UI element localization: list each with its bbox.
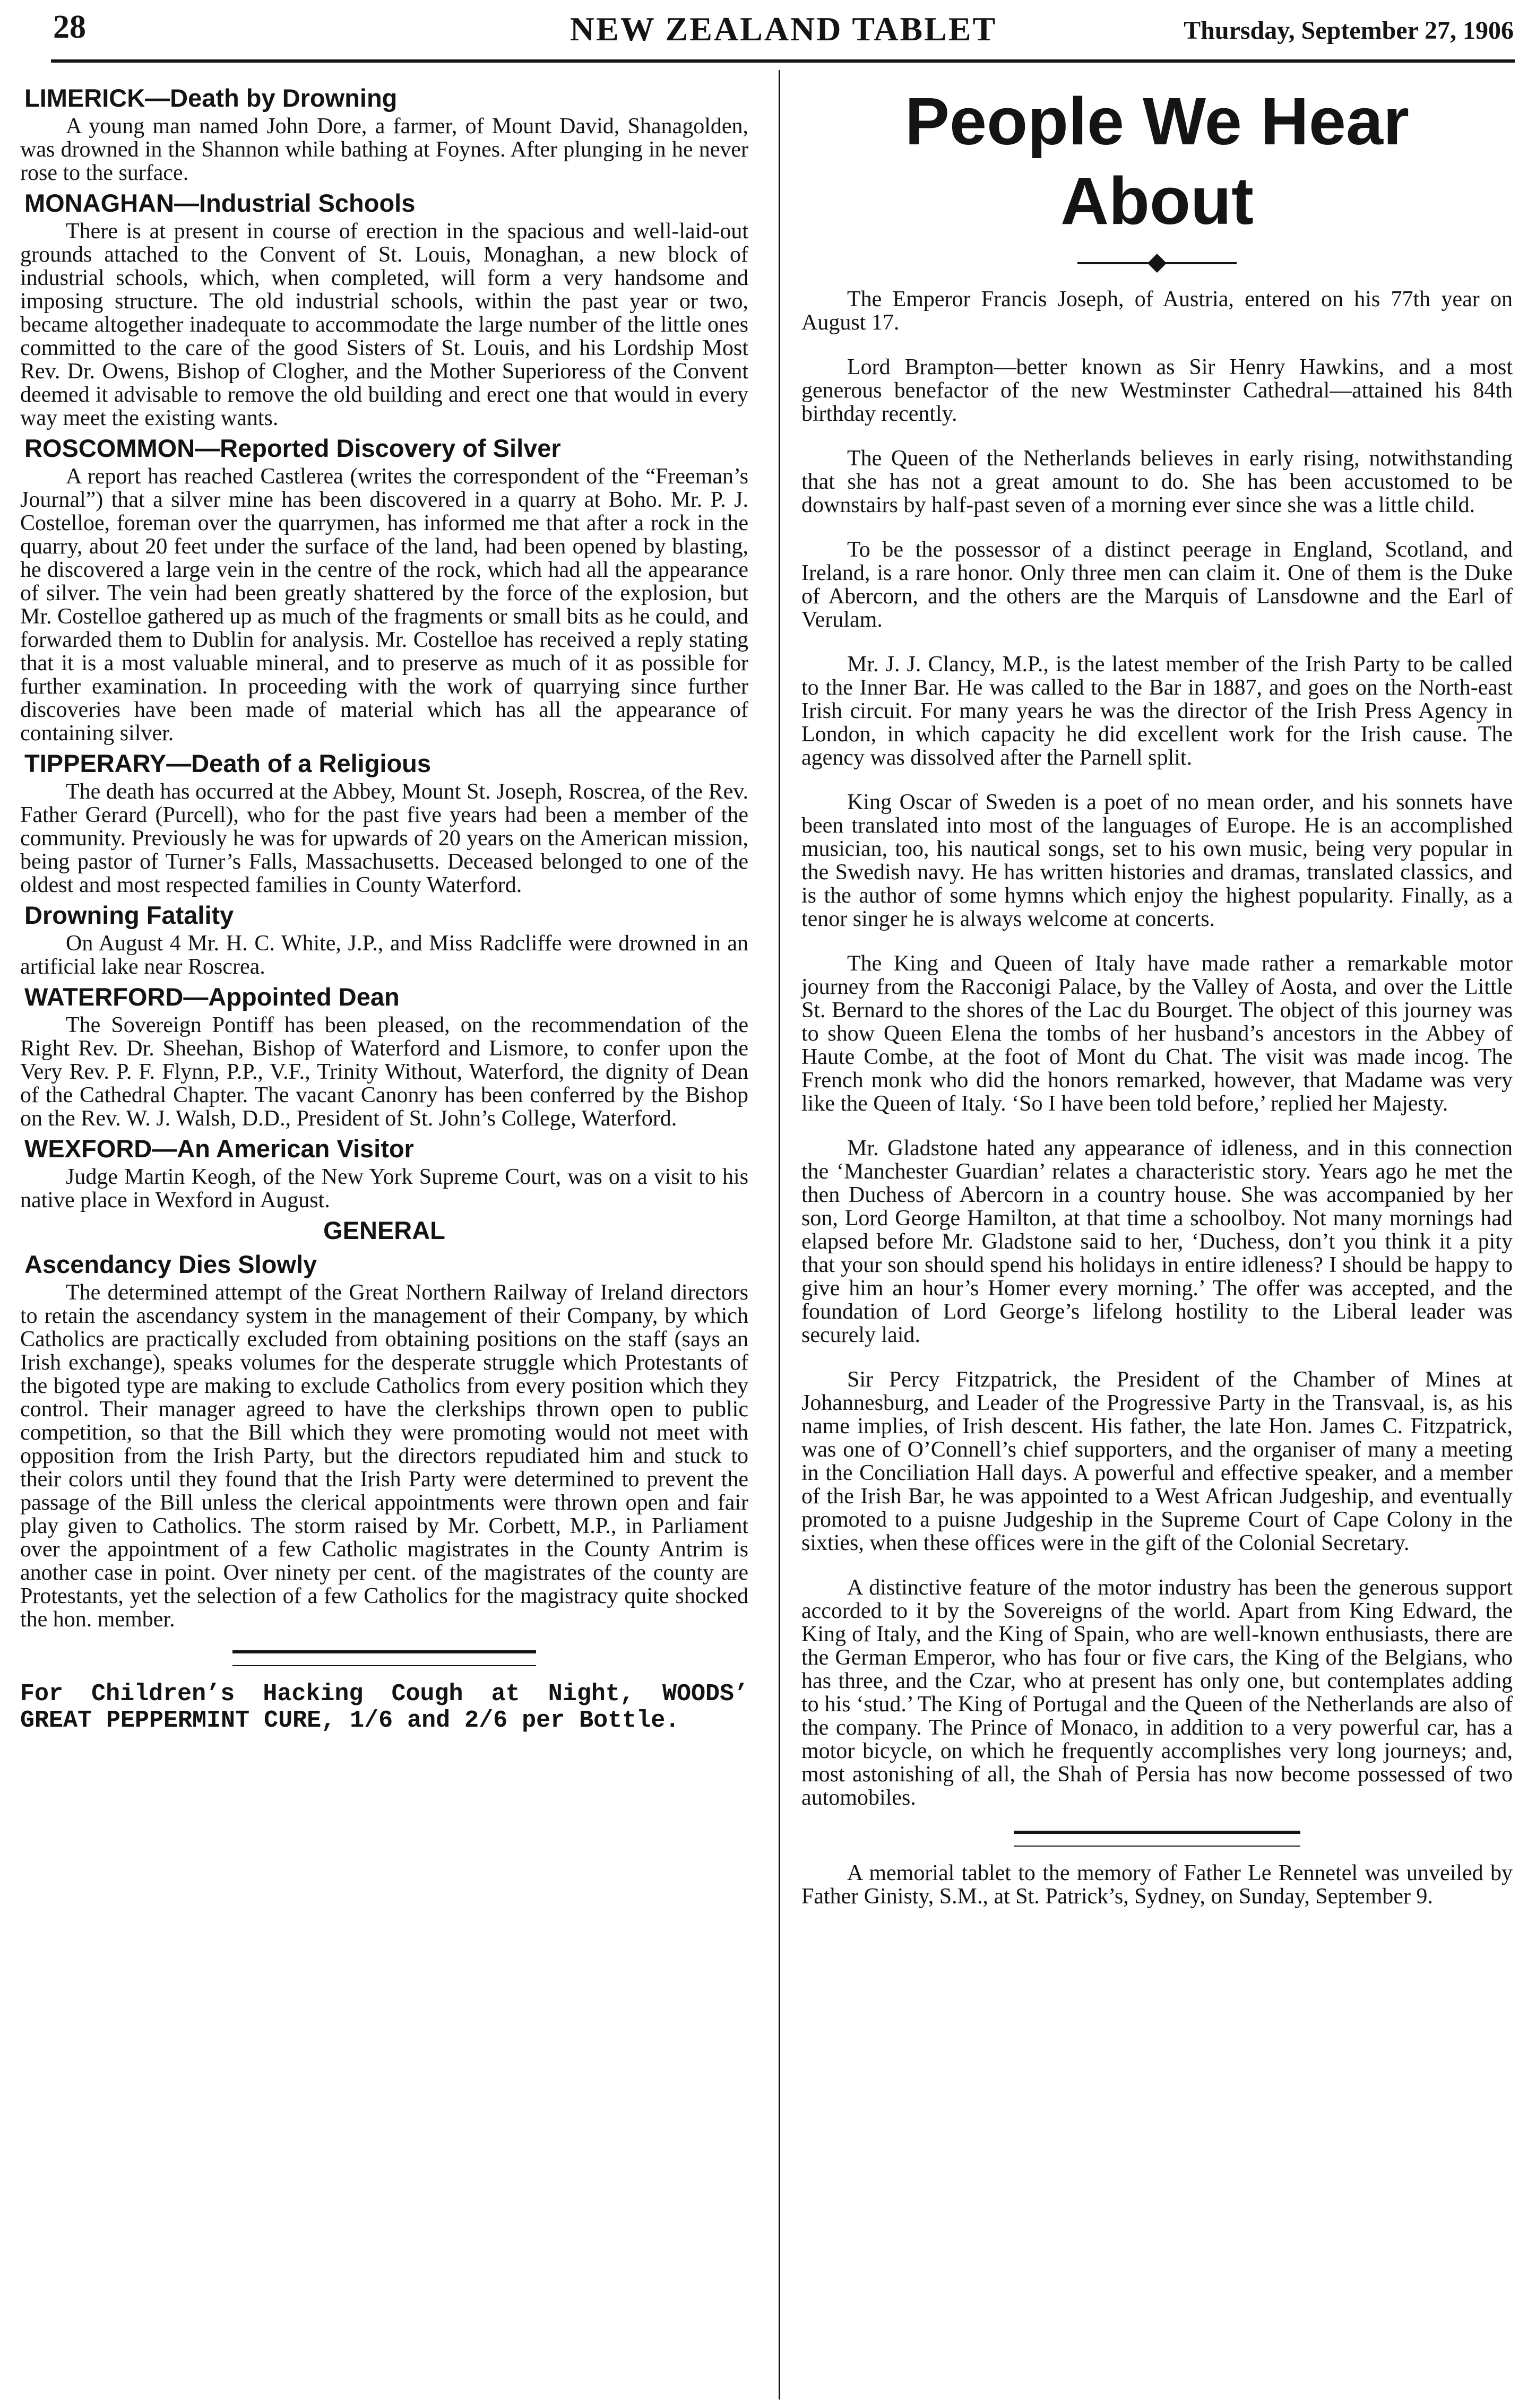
right-column bbox=[801, 80, 1513, 1910]
article-paragraph: The Emperor Francis Joseph, of Austria, entered on his 77th year on August 17. bbox=[801, 287, 1513, 335]
feature-title: People We Hear About bbox=[904, 84, 1410, 238]
article-paragraph: King Oscar of Sweden is a poet of no mean order, and his sonnets have been translated into most of the languages of Europe. He is an accomplished musician, too, his nautical songs, set to his own music, being very popular in the Swedish navy. He has written histories and dramas, translated classics, and is the author of some hymns which enjoy the highest popularity. Finally, as a tenor singer he is always welcome at concerts. bbox=[801, 790, 1513, 931]
article-paragraph: The King and Queen of Italy have made rather a remarkable motor journey from the Racconigi Palace, by the Valley of Aosta, and over the Little St. Bernard to the shores of the Lac du Bourget. The object of this journey was to show Queen Elena the tombs of her husband’s ancestors in the Abbey of Haute Combe, at the foot of Mont du Chat. The visit was made incog. The French monk who did the honors remarked, however, that Madame was very like the Queen of Italy. ‘So I have been told before,’ replied her Majesty. bbox=[801, 951, 1513, 1116]
section-heading: MONAGHAN—Industrial Schools bbox=[24, 189, 416, 217]
diamond-icon bbox=[1147, 254, 1167, 273]
news-section-ascendancy bbox=[20, 1249, 748, 1631]
column-divider bbox=[779, 70, 780, 2400]
article-paragraph: A young man named John Dore, a farmer, of Mount David, Shanagolden, was drowned in the Shannon while bathing at Foynes. After plunging in he never rose to the surface. bbox=[20, 114, 748, 185]
article-paragraph: To be the possessor of a distinct peerage in England, Scotland, and Ireland, is a rare honor. Only three men can claim it. One of them is the Duke of Abercorn, and the others are the Marquis of Lansdowne and the Earl of Verulam. bbox=[801, 538, 1513, 632]
news-section-drowning-fatality bbox=[20, 900, 748, 978]
news-section-general bbox=[20, 1215, 748, 1246]
news-section-tipperary bbox=[20, 748, 748, 897]
left-column bbox=[20, 80, 748, 1734]
article-paragraph: A memorial tablet to the memory of Father Le Rennetel was unveiled by Father Ginisty, S.M., at St. Patrick’s, Sydney, on Sunday, September 9. bbox=[801, 1861, 1513, 1909]
article-paragraph: The Queen of the Netherlands believes in early rising, notwithstanding that she has not a great amount to do. She has been accustomed to be downstairs by half-past seven of a morning ever since she was a little child. bbox=[801, 446, 1513, 517]
article-paragraph: The death has occurred at the Abbey, Mount St. Joseph, Roscrea, of the Rev. Father Gerard (Purcell), who for the past five years had been a member of the community. Previously he was for upwards of 20 years on the American mission, being pastor of Turner’s Falls, Massachusetts. Deceased belonged to one of the oldest and most respected families in County Waterford. bbox=[20, 779, 748, 897]
article-paragraph: A report has reached Castlerea (writes the correspondent of the “Freeman’s Journal”) that a silver mine has been discovered in a quarry at Boho. Mr. P. J. Costelloe, foreman over the quarrymen, has informed me that after a rock in the quarry, about 20 feet under the surface of the land, had been opened by blasting, he discovered a large vein in the centre of the rock, which had all the appearance of silver. The vein had been greatly shattered by the force of the explosion, but Mr. Costelloe gathered up as much of the fragments or small bits as he could, and forwarded them to Dublin for analysis. Mr. Costelloe has received a reply stating that it is a most valuable mineral, and to preserve as much of it as possible for further examination. In proceeding with the work of quarrying since further discoveries have been made of material which has all the appearance of containing silver. bbox=[20, 464, 748, 746]
article-paragraph: Sir Percy Fitzpatrick, the President of the Chamber of Mines at Johannesburg, and Leader of the Progressive Party in the Transvaal, is, as his name implies, of Irish descent. His father, the late Hon. James C. Fitzpatrick, was one of O’Connell’s chief supporters, and the organiser of many a meeting in the Conciliation Hall days. A powerful and effective speaker, and a member of the Irish Bar, he was appointed to a West African Judgeship, and eventually promoted to a puisne Judgeship in the Supreme Court of Cape Colony in the sixties, when these offices were in the gift of the Colonial Secretary. bbox=[801, 1367, 1513, 1555]
section-heading: TIPPERARY—Death of a Religious bbox=[24, 749, 432, 777]
section-heading: Drowning Fatality bbox=[24, 901, 234, 929]
section-heading: GENERAL bbox=[323, 1216, 445, 1244]
article-paragraph: Mr. Gladstone hated any appearance of idleness, and in this connection the ‘Manchester Guardian’ relates a characteristic story. Years ago he met the then Duchess of Abercorn in a country house. She was accompanied by her son, Lord George Hamilton, at that time a schoolboy. Not many mornings had elapsed before Mr. Gladstone said to her, ‘Duchess, don’t you think it a pity that your son should spend his holidays in entire idleness? I should be happy to give him an hour’s Homer every morning.’ The offer was accepted, and the foundation of Lord George’s lifelong hostility to the Liberal leader was securely laid. bbox=[801, 1136, 1513, 1347]
page-header bbox=[53, 4, 1514, 56]
article-paragraph: Lord Brampton—better known as Sir Henry Hawkins, and a most generous benefactor of the new Westminster Cathedral—attained his 84th birthday recently. bbox=[801, 355, 1513, 426]
advertisement: For Children’s Hacking Cough at Night, WOODS’ GREAT PEPPERMINT CURE, 1/6 and 2/6 per Bottle. bbox=[20, 1681, 748, 1734]
news-section-monaghan bbox=[20, 188, 748, 430]
news-section-limerick bbox=[20, 83, 748, 185]
article-paragraph: A distinctive feature of the motor industry has been the generous support accorded to it by the Sovereigns of the world. Apart from King Edward, the King of Italy, and the King of Spain, who are well-known enthusiasts, there are the German Emperor, who has four or five cars, the King of the Belgians, who has three, and the Czar, who at present has only one, but contemplates adding to his ‘stud.’ The King of Portugal and the Queen of the Netherlands are also of the company. The Prince of Monaco, in addition to a very powerful car, has a motor bicycle, on which he frequently accomplishes very long journeys; and, most astonishing of all, the Shah of Persia has now become possessed of two automobiles. bbox=[801, 1575, 1513, 1810]
article-paragraph: The Sovereign Pontiff has been pleased, on the recommendation of the Right Rev. Dr. Sheehan, Bishop of Waterford and Lismore, to confer upon the Very Rev. P. F. Flynn, P.P., V.F., Trinity Without, Waterford, the dignity of Dean of the Cathedral Chapter. The vacant Canonry has been conferred by the Bishop on the Rev. W. J. Walsh, D.D., President of St. John’s College, Waterford. bbox=[20, 1013, 748, 1131]
page-number: 28 bbox=[53, 9, 86, 45]
section-heading: LIMERICK—Death by Drowning bbox=[24, 84, 398, 112]
article-paragraph: Mr. J. J. Clancy, M.P., is the latest member of the Irish Party to be called to the Inner Bar. He was called to the Bar in 1887, and goes on the North-east Irish circuit. For many years he was the director of the Irish Press Agency in London, in which capacity he did excellent work for the Irish cause. The agency was dissolved after the Parnell split. bbox=[801, 652, 1513, 770]
header-rule bbox=[51, 59, 1515, 63]
section-heading: WATERFORD—Appointed Dean bbox=[24, 983, 400, 1011]
news-section-roscommon bbox=[20, 433, 748, 745]
news-section-waterford bbox=[20, 982, 748, 1130]
section-heading: Ascendancy Dies Slowly bbox=[24, 1250, 317, 1278]
news-section-wexford bbox=[20, 1133, 748, 1212]
title-ornament bbox=[801, 248, 1513, 280]
issue-date: Thursday, September 27, 1906 bbox=[1184, 16, 1514, 45]
article-paragraph: The determined attempt of the Great Northern Railway of Ireland directors to retain the ascendancy system in the management of their Company, by which Catholics are practically excluded from obtaining positions on the staff (says an Irish exchange), speaks volumes for the desperate struggle which Protestants of the bigoted type are making to exclude Catholics from every position which they control. Their manager agreed to have the clerkships thrown open to public competition, so that the Bill which they were promoting would not meet with opposition from the Irish Party, but the directors repudiated him and stuck to their colors until they found that the Irish Party were determined to prevent the passage of the Bill unless the clerical appointments were thrown open and fair play given to Catholics. The storm raised by Mr. Corbett, M.P., in Parliament over the appointment of a few Catholic magistrates in the County Antrim is another case in point. Over ninety per cent. of the magistrates of the county are Protestants, yet the selection of a few Catholics for the magistracy quite shocked the hon. member. bbox=[20, 1280, 748, 1632]
article-paragraph: Judge Martin Keogh, of the New York Supreme Court, was on a visit to his native place in Wexford in August. bbox=[20, 1165, 748, 1212]
section-heading: WEXFORD—An American Visitor bbox=[24, 1134, 414, 1163]
article-paragraph: On August 4 Mr. H. C. White, J.P., and Miss Radcliffe were drowned in an artificial lake near Roscrea. bbox=[20, 931, 748, 979]
section-heading: ROSCOMMON—Reported Discovery of Silver bbox=[24, 434, 561, 462]
article-paragraph: There is at present in course of erection in the spacious and well-laid-out grounds attached to the Convent of St. Louis, Monaghan, a new block of industrial schools, which, when completed, will form a very handsome and imposing structure. The old industrial schools, within the past year or two, became altogether inadequate to accommodate the large number of the little ones committed to the care of the good Sisters of St. Louis, and his Lordship Most Rev. Dr. Owens, Bishop of Clogher, and the Mother Superioress of the Convent deemed it advisable to remove the old building and erect one that would in every way meet the existing wants. bbox=[20, 219, 748, 430]
section-rule bbox=[1014, 1831, 1300, 1847]
section-rule bbox=[232, 1650, 536, 1666]
masthead-title: NEW ZEALAND TABLET bbox=[569, 10, 997, 48]
